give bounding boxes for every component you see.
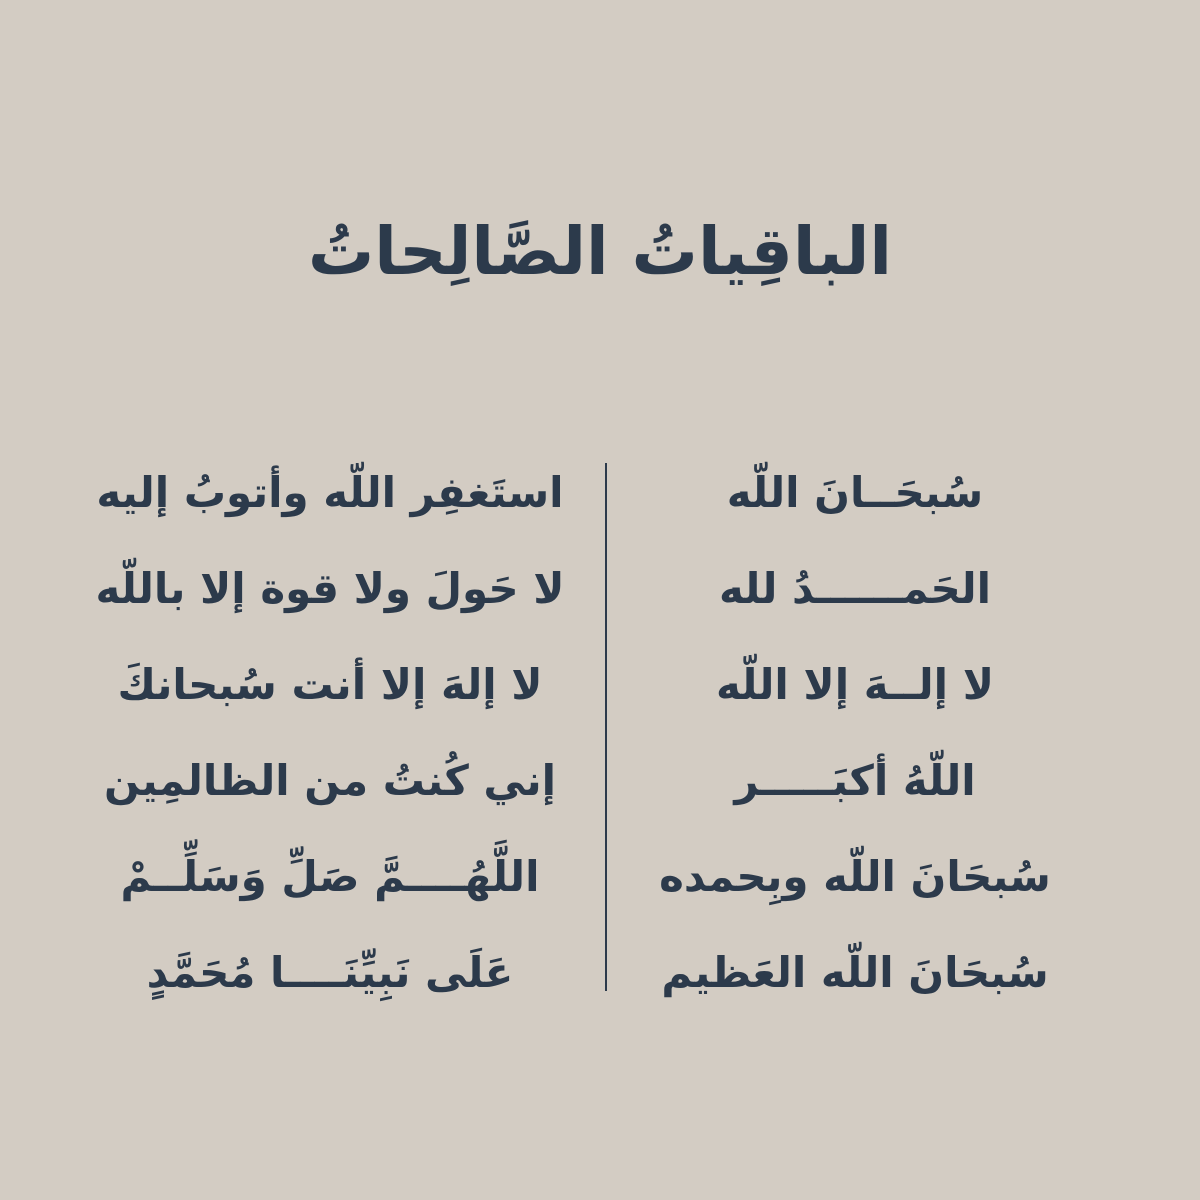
dhikr-line: استَغفِر اللّه وأتوبُ إليه [96, 468, 564, 517]
dhikr-line: لا إلهَ إلا أنت سُبحانكَ [117, 660, 543, 709]
dhikr-line: الحَمــــــدُ لله [719, 564, 991, 613]
dhikr-line: سُبحَانَ اللّه العَظيم [661, 948, 1049, 997]
page-title: الباقِياتُ الصَّالِحاتُ [307, 213, 893, 290]
dhikr-column-left [95, 455, 565, 1031]
dhikr-line: إني كُنتُ من الظالمِين [103, 756, 557, 805]
dhikr-line: عَلَى نَبِيِّنَــــا مُحَمَّدٍ [146, 948, 514, 997]
dhikr-line: لا إلــهَ إلا اللّه [716, 660, 994, 709]
dhikr-line: سُبحَــانَ اللّه [726, 468, 984, 517]
dhikr-column-right [660, 455, 1050, 1031]
dhikr-line: اللَّهُــــمَّ صَلِّ وَسَلِّــمْ [120, 852, 540, 901]
dhikr-line: سُبحَانَ اللّه وبِحمده [659, 852, 1051, 901]
dhikr-line: اللّهُ أكبَـــــر [734, 756, 976, 805]
dhikr-line: لا حَولَ ولا قوة إلا باللّه [95, 564, 565, 613]
column-divider [605, 463, 607, 991]
